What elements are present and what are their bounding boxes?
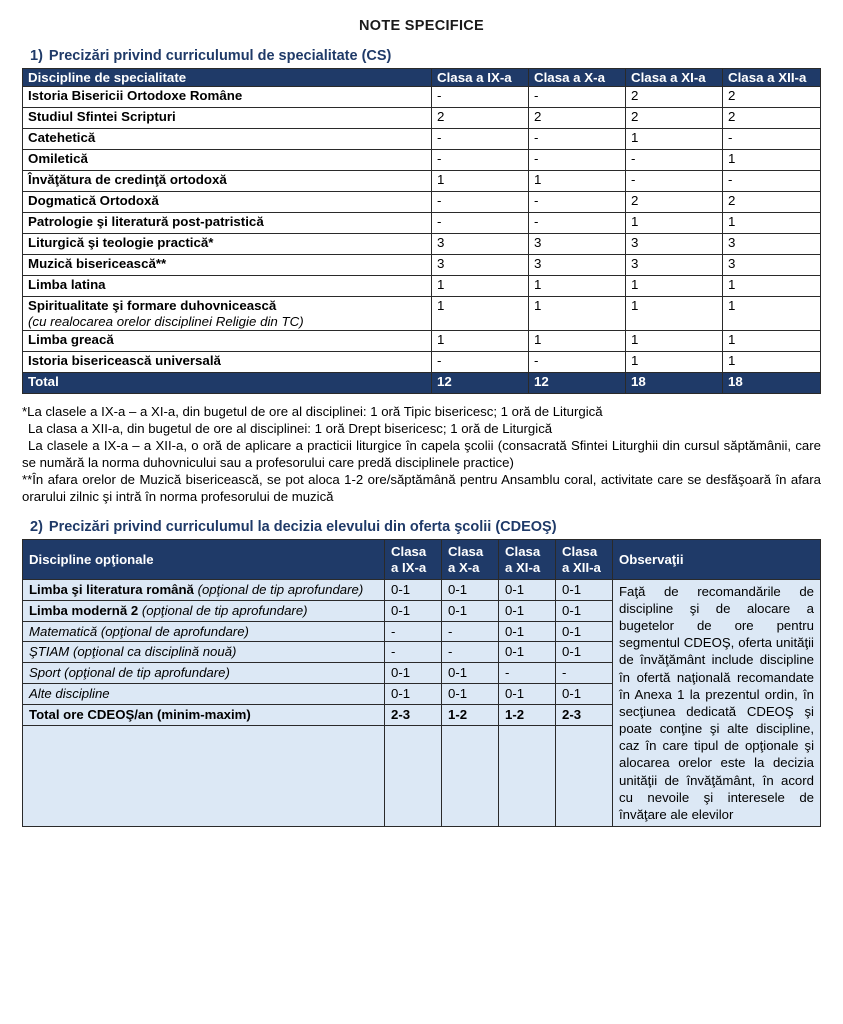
cell-class-12: - bbox=[723, 129, 821, 150]
table-row bbox=[23, 129, 821, 150]
cell-optional-discipline bbox=[23, 684, 385, 705]
cell-discipline-name: Limba modernă 2 bbox=[29, 602, 139, 618]
cell-class-12: 0-1 bbox=[556, 621, 613, 642]
table-row bbox=[23, 331, 821, 352]
cell-class-9: 3 bbox=[432, 255, 529, 276]
cell-optional-discipline bbox=[23, 600, 385, 621]
cell-class-10: 0-1 bbox=[442, 684, 499, 705]
cell-class-12: 3 bbox=[723, 255, 821, 276]
footnote-4: **În afara orelor de Muzică bisericească, se pot aloca 1-2 ore/săptămână pentru Ansamblu coral, activitate care se desfăşoară în afara orarului zilnic şi intră în norma profesorului de muzică bbox=[22, 472, 821, 505]
column-header-class-10: Clasa a X-a bbox=[442, 540, 499, 579]
cell-class-12: 1 bbox=[723, 150, 821, 171]
filler-cell bbox=[442, 725, 499, 826]
cell-class-10: - bbox=[529, 129, 626, 150]
column-header-class-11: Clasa a XI-a bbox=[499, 540, 556, 579]
cell-class-12: 1 bbox=[723, 297, 821, 331]
table-row bbox=[23, 234, 821, 255]
cell-class-11: 0-1 bbox=[499, 579, 556, 600]
cell-discipline-type: Sport (opţional de tip aprofundare) bbox=[29, 665, 230, 681]
cell-discipline-type: Matematică (opţional de aprofundare) bbox=[29, 623, 249, 639]
section-1-heading bbox=[22, 48, 821, 64]
cell-class-9: 1 bbox=[432, 276, 529, 297]
cell-class-11: - bbox=[499, 663, 556, 684]
section-2-number: 2) bbox=[30, 519, 43, 536]
cell-class-12: 0-1 bbox=[556, 642, 613, 663]
cell-class-9: 2 bbox=[432, 108, 529, 129]
column-header-class-9: Clasa a IX-a bbox=[432, 69, 529, 87]
filler-cell bbox=[23, 725, 385, 826]
cell-discipline-type: (opţional de tip aprofundare) bbox=[138, 602, 308, 618]
cell-optional-discipline bbox=[23, 642, 385, 663]
cell-class-10: - bbox=[529, 192, 626, 213]
column-header-discipline: Discipline de specialitate bbox=[23, 69, 432, 87]
cell-class-9: - bbox=[432, 150, 529, 171]
cell-discipline-type: Alte discipline bbox=[29, 686, 110, 702]
cell-discipline: Istoria bisericească universală bbox=[23, 352, 432, 373]
cell-class-12: - bbox=[723, 171, 821, 192]
cell-class-9: 0-1 bbox=[385, 663, 442, 684]
column-header-observations: Observaţii bbox=[613, 540, 821, 579]
cell-class-10: - bbox=[529, 213, 626, 234]
cell-class-10: 3 bbox=[529, 234, 626, 255]
table-row bbox=[23, 255, 821, 276]
cell-class-9: - bbox=[385, 621, 442, 642]
table-row bbox=[23, 150, 821, 171]
cell-class-10: 3 bbox=[529, 255, 626, 276]
column-header-class-11: Clasa a XI-a bbox=[626, 69, 723, 87]
cell-class-9: - bbox=[432, 129, 529, 150]
cell-discipline-type: ŞTIAM (opţional ca disciplină nouă) bbox=[29, 644, 237, 660]
cell-class-10: 1 bbox=[529, 297, 626, 331]
cell-optional-discipline bbox=[23, 663, 385, 684]
cell-class-12: 0-1 bbox=[556, 579, 613, 600]
cell-class-9: 0-1 bbox=[385, 684, 442, 705]
cell-class-12: 1 bbox=[723, 276, 821, 297]
cell-class-12: 1 bbox=[723, 331, 821, 352]
cell-discipline: Catehetică bbox=[23, 129, 432, 150]
section-1-title: Precizări privind curriculumul de specialitate (CS) bbox=[48, 48, 392, 64]
cell-class-12: 0-1 bbox=[556, 600, 613, 621]
cell-class-9: 0-1 bbox=[385, 579, 442, 600]
table-row bbox=[23, 87, 821, 108]
column-header-optional-discipline: Discipline opţionale bbox=[23, 540, 385, 579]
cell-class-9: 1 bbox=[432, 297, 529, 331]
column-header-class-12: Clasa a XII-a bbox=[556, 540, 613, 579]
cell-class-11: 1 bbox=[626, 276, 723, 297]
section-1-number: 1) bbox=[30, 48, 43, 64]
footnote-2: La clasa a XII-a, din bugetul de ore al disciplinei: 1 oră Drept bisericesc; 1 oră de Liturgică bbox=[28, 421, 553, 437]
table-row bbox=[23, 108, 821, 129]
footnote-3: La clasele a IX-a – a XII-a, o oră de aplicare a practicii liturgice în capela şcolii (consacrată Sfintei Liturghii din cursul săptămânii, care se numără la norma duhovnicului sau a profesorului care predă disciplinele practice) bbox=[22, 438, 821, 471]
cell-class-9: 3 bbox=[432, 234, 529, 255]
table-row bbox=[23, 171, 821, 192]
cell-discipline: Liturgică şi teologie practică* bbox=[23, 234, 432, 255]
page-title: NOTE SPECIFICE bbox=[358, 18, 485, 34]
cell-discipline: Patrologie şi literatură post-patristică bbox=[23, 213, 432, 234]
cell-class-11: - bbox=[626, 150, 723, 171]
table-row bbox=[23, 579, 821, 600]
table-row bbox=[23, 276, 821, 297]
total-class-12: 18 bbox=[723, 373, 821, 394]
cell-class-11: 0-1 bbox=[499, 600, 556, 621]
cell-discipline bbox=[23, 297, 432, 331]
cell-class-10: - bbox=[442, 621, 499, 642]
cell-class-11: 2 bbox=[626, 192, 723, 213]
cell-class-12: 2 bbox=[723, 192, 821, 213]
total-class-12: 2-3 bbox=[556, 705, 613, 726]
cell-class-11: 2 bbox=[626, 108, 723, 129]
optional-curriculum-table bbox=[22, 539, 821, 827]
cell-class-9: 1 bbox=[432, 331, 529, 352]
cell-class-11: - bbox=[626, 171, 723, 192]
cell-class-9: 0-1 bbox=[385, 600, 442, 621]
cell-discipline: Limba latina bbox=[23, 276, 432, 297]
cell-class-10: 1 bbox=[529, 171, 626, 192]
cell-class-12: - bbox=[556, 663, 613, 684]
cell-discipline: Omiletică bbox=[23, 150, 432, 171]
filler-cell bbox=[556, 725, 613, 826]
cell-discipline: Învăţătura de credinţă ortodoxă bbox=[23, 171, 432, 192]
cell-discipline-name: Limba şi literatura română bbox=[29, 581, 194, 597]
cell-class-12: 1 bbox=[723, 213, 821, 234]
cell-optional-discipline bbox=[23, 579, 385, 600]
cell-class-10: 2 bbox=[529, 108, 626, 129]
filler-cell bbox=[499, 725, 556, 826]
cell-discipline-main: Spiritualitate şi formare duhovnicească bbox=[28, 298, 277, 314]
cell-class-10: 0-1 bbox=[442, 579, 499, 600]
cell-class-12: 3 bbox=[723, 234, 821, 255]
cell-class-12: 2 bbox=[723, 108, 821, 129]
cell-optional-discipline bbox=[23, 621, 385, 642]
cell-discipline-note: (cu realocarea orelor disciplinei Religie din TC) bbox=[28, 313, 304, 329]
table-row bbox=[23, 192, 821, 213]
cell-class-12: 2 bbox=[723, 87, 821, 108]
footnote-1: *La clasele a IX-a – a XI-a, din bugetul de ore al disciplinei: 1 oră Tipic bisericesc; 1 oră de Liturgică bbox=[22, 404, 603, 420]
total-class-11: 18 bbox=[626, 373, 723, 394]
cell-class-9: - bbox=[432, 87, 529, 108]
cell-class-11: 3 bbox=[626, 234, 723, 255]
cell-class-11: 1 bbox=[626, 331, 723, 352]
table-total-row bbox=[23, 373, 821, 394]
specialty-curriculum-table bbox=[22, 68, 821, 394]
cell-class-12: 1 bbox=[723, 352, 821, 373]
section-2-title: Precizări privind curriculumul la decizia elevului din oferta şcolii (CDEOŞ) bbox=[48, 519, 557, 536]
cell-class-11: 1 bbox=[626, 129, 723, 150]
cell-class-10: 1 bbox=[529, 276, 626, 297]
cell-observations: Faţă de recomandările de discipline şi de alocare a bugetelor de ore pentru segmentul CDEOŞ, oferta unităţii de învăţământ include discipline în ofertă naţională recomandate în Anexa 1 la prezentul ordin, în secţiunea dedicată CDEOŞ şi poate conţine şi alte discipline, caz în care tipul de opţionale şi alocarea orelor este la decizia unităţii de învăţământ, în acord cu nevoile şi interesele de învăţare ale elevilor bbox=[613, 579, 821, 826]
cell-discipline: Muzică bisericească** bbox=[23, 255, 432, 276]
cell-class-10: - bbox=[529, 87, 626, 108]
table-row bbox=[23, 213, 821, 234]
cell-class-10: 1 bbox=[529, 331, 626, 352]
cell-class-11: 1 bbox=[626, 213, 723, 234]
table-header-row bbox=[23, 540, 821, 579]
total-class-11: 1-2 bbox=[499, 705, 556, 726]
total-class-9: 2-3 bbox=[385, 705, 442, 726]
filler-cell bbox=[385, 725, 442, 826]
cell-class-11: 1 bbox=[626, 352, 723, 373]
cell-class-10: - bbox=[442, 642, 499, 663]
total-class-10: 1-2 bbox=[442, 705, 499, 726]
total-label: Total bbox=[23, 373, 432, 394]
table-row bbox=[23, 352, 821, 373]
cell-class-9: 1 bbox=[432, 171, 529, 192]
column-header-class-10: Clasa a X-a bbox=[529, 69, 626, 87]
cell-class-9: - bbox=[432, 213, 529, 234]
cell-class-12: 0-1 bbox=[556, 684, 613, 705]
total-class-9: 12 bbox=[432, 373, 529, 394]
cell-class-10: - bbox=[529, 150, 626, 171]
column-header-class-12: Clasa a XII-a bbox=[723, 69, 821, 87]
cell-class-11: 0-1 bbox=[499, 621, 556, 642]
cell-class-11: 0-1 bbox=[499, 684, 556, 705]
cell-class-9: - bbox=[432, 352, 529, 373]
cell-class-9: - bbox=[432, 192, 529, 213]
cell-discipline: Dogmatică Ortodoxă bbox=[23, 192, 432, 213]
total-label: Total ore CDEOŞ/an (minim-maxim) bbox=[23, 705, 385, 726]
table-row bbox=[23, 297, 821, 331]
table-header-row bbox=[23, 69, 821, 87]
cell-discipline: Istoria Bisericii Ortodoxe Române bbox=[23, 87, 432, 108]
cell-class-11: 0-1 bbox=[499, 642, 556, 663]
cell-class-10: 0-1 bbox=[442, 600, 499, 621]
total-class-10: 12 bbox=[529, 373, 626, 394]
cell-discipline: Limba greacă bbox=[23, 331, 432, 352]
cell-class-10: 0-1 bbox=[442, 663, 499, 684]
cell-discipline: Studiul Sfintei Scripturi bbox=[23, 108, 432, 129]
cell-class-11: 2 bbox=[626, 87, 723, 108]
cell-class-11: 3 bbox=[626, 255, 723, 276]
cell-class-10: - bbox=[529, 352, 626, 373]
cell-discipline-type: (opţional de tip aprofundare) bbox=[193, 581, 364, 597]
cell-class-9: - bbox=[385, 642, 442, 663]
footnotes bbox=[22, 403, 821, 505]
column-header-class-9: Clasa a IX-a bbox=[385, 540, 442, 579]
cell-class-11: 1 bbox=[626, 297, 723, 331]
section-2-heading bbox=[22, 519, 821, 535]
